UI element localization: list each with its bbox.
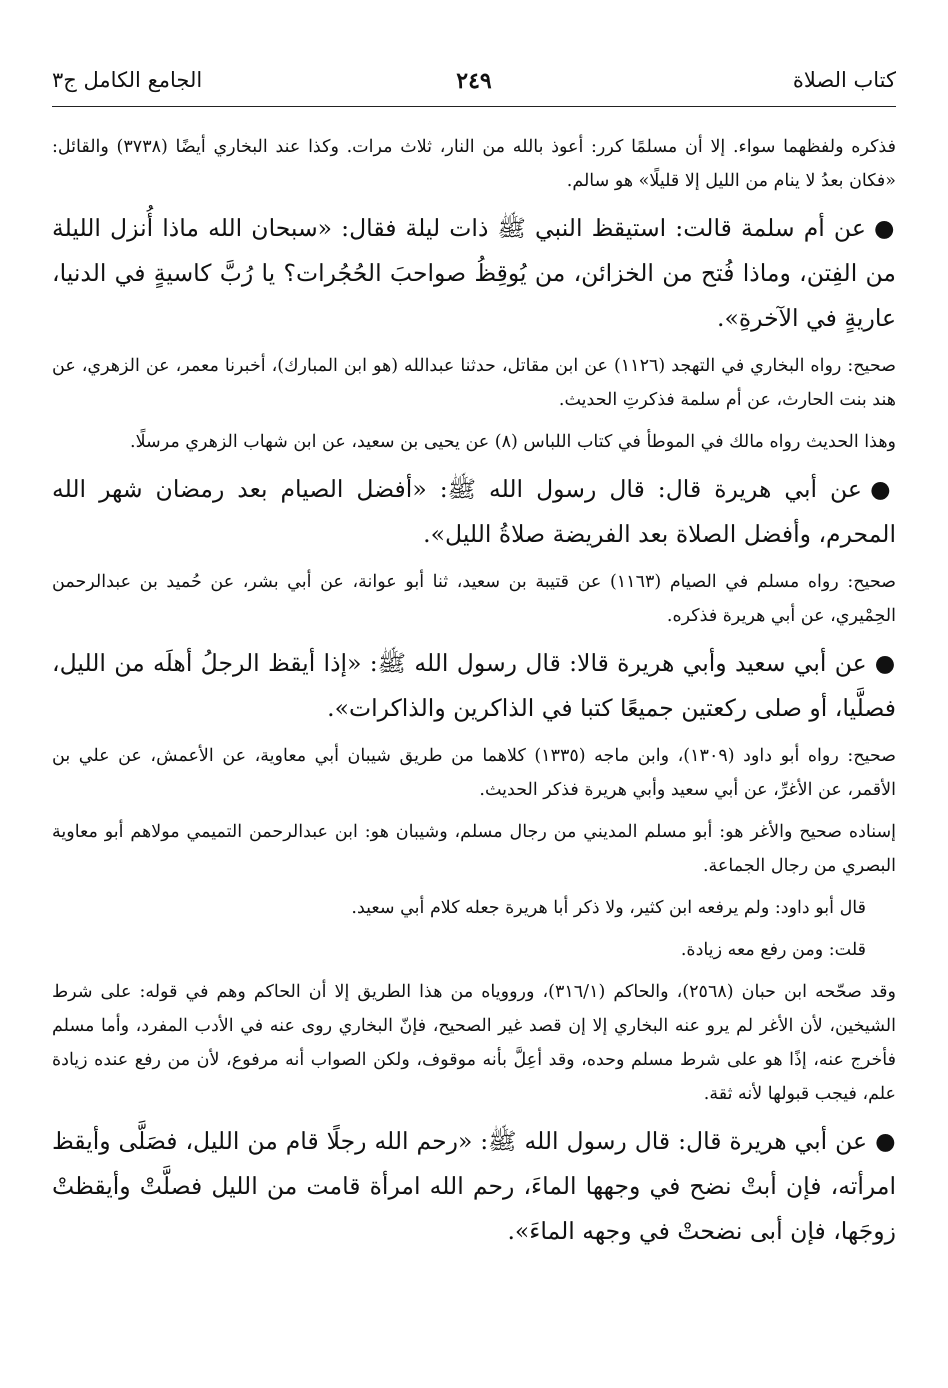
paragraph-note: قلت: ومن رفع معه زيادة.: [680, 940, 866, 960]
page-body: [52, 130, 896, 1262]
bullet-icon: ●: [869, 475, 896, 503]
chapter-title: كتاب الصلاة: [792, 68, 896, 92]
paragraph-note: وقد صحّحه ابن حبان (٢٥٦٨)، والحاكم (٣١٦/١)، ورووياه من هذا الطريق إلا أن الحاكم وهم في قوله: على شرط الشيخين، لأن الأغر لم يرو عنه البخاري إلا إن قصد غير الصحيح، فإنّ البخاري روى عنه في الأدب المفرد، وأما مسلم فأخرج عنه، إذًا هو على شرط مسلم وحده، وقد أعِلَّ بأنه موقوف، ولكن الصواب أنه مرفوع، لأن من رفع عنده زيادة علم، فيجب قبولها لأنه ثقة.: [52, 982, 896, 1104]
bullet-icon: ●: [874, 649, 896, 677]
paragraph-note: وهذا الحديث رواه مالك في الموطأ في كتاب اللباس (٨) عن يحيى بن سعيد، عن ابن شهاب الزهري مرسلًا.: [130, 432, 896, 452]
page-number: ٢٤٩: [456, 68, 492, 94]
paragraph-note: فذكره ولفظهما سواء. إلا أن مسلمًا كرر: أعوذ بالله من النار، ثلاث مرات. وكذا عند البخاري أيضًا (٣٧٣٨) والقائل: «فكان بعدُ لا ينام من الليل إلا قليلًا» هو سالم.: [52, 137, 896, 191]
paragraph-hadith: ●عن أبي سعيد وأبي هريرة قالا: قال رسول الله ﷺ: «إذا أيقظ الرجلُ أهلَه من الليل، فصلَّيا، أو صلى ركعتين جميعًا كتبا في الذاكرين والذاكرات».: [52, 649, 896, 722]
paragraph-note: صحيح: رواه أبو داود (١٣٠٩)، وابن ماجه (١٣٣٥) كلاهما من طريق شيبان أبي معاوية، عن الأعمش، عن علي بن الأقمر، عن الأغرِّ، عن أبي سعيد وأبي هريرة فذكر الحديث.: [52, 746, 896, 800]
bullet-icon: ●: [875, 1127, 896, 1155]
book-title: الجامع الكامل ج٣: [52, 68, 203, 92]
paragraph-note: إسناده صحيح والأغر هو: أبو مسلم المديني من رجال مسلم، وشيبان هو: ابن عبدالرحمن التميمي مولاهم أبو معاوية البصري من رجال الجماعة.: [52, 822, 896, 876]
running-header: [52, 62, 896, 107]
paragraph-note: صحيح: رواه البخاري في التهجد (١١٢٦) عن ابن مقاتل، حدثنا عبدالله (هو ابن المبارك)، أخبرنا معمر، عن الزهري، عن هند بنت الحارث، عن أم سلمة فذكرتِ الحديث.: [52, 356, 896, 410]
paragraph-hadith: ●عن أبي هريرة قال: قال رسول الله ﷺ: «رحم الله رجلًا قام من الليل، فصَلَّى وأيقظ امرأته، فإن أبتْ نضح في وجهها الماءَ، رحم الله امرأة قامت من الليل فصلَّتْ وأيقظتْ زوجَها، فإن أبى نضحتْ في وجهه الماءَ».: [52, 1127, 896, 1245]
bullet-icon: ●: [873, 214, 896, 242]
paragraph-note: قال أبو داود: ولم يرفعه ابن كثير، ولا ذكر أبا هريرة جعله كلام أبي سعيد.: [351, 898, 866, 918]
paragraph-hadith: ●عن أبي هريرة قال: قال رسول الله ﷺ: «أفضل الصيام بعد رمضان شهر الله المحرم، وأفضل الصلاة بعد الفريضة صلاةُ الليل».: [52, 475, 896, 548]
paragraph-note: صحيح: رواه مسلم في الصيام (١١٦٣) عن قتيبة بن سعيد، ثنا أبو عوانة، عن أبي بشر، عن حُميد بن عبدالرحمن الحِمْيري، عن أبي هريرة فذكره.: [52, 572, 896, 626]
paragraph-hadith: ●عن أم سلمة قالت: استيقظ النبي ﷺ ذات ليلة فقال: «سبحان الله ماذا أُنزل الليلة من الفِتن، وماذا فُتح من الخزائن، من يُوقِظُ صواحبَ الحُجُرات؟ يا رُبَّ كاسيةٍ في الدنيا، عاريةٍ في الآخرةِ».: [52, 214, 896, 332]
